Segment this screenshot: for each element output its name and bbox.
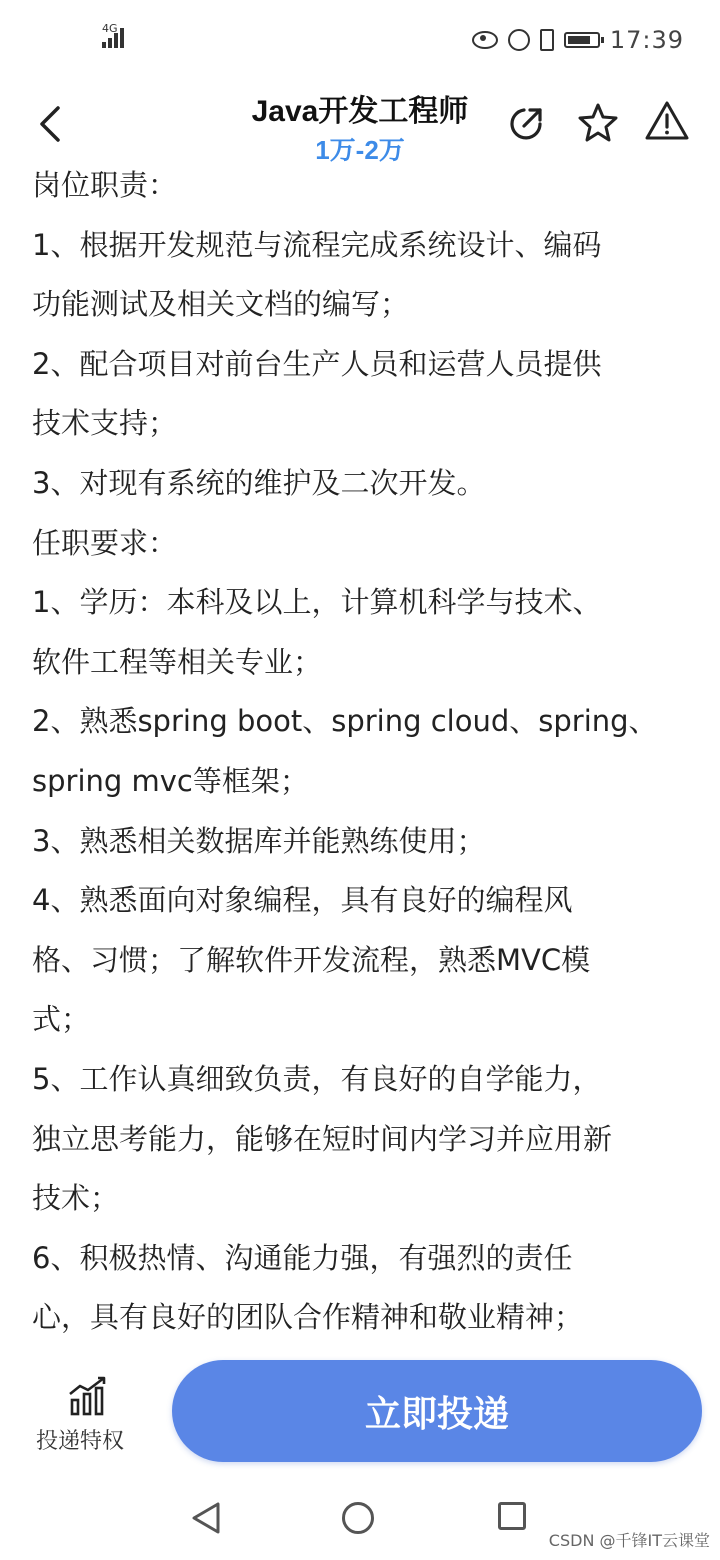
apply-now-button[interactable]: 立即投递	[172, 1360, 702, 1462]
description-line: 2、配合项目对前台生产人员和运营人员提供	[32, 346, 602, 381]
description-line: 软件工程等相关专业；	[32, 644, 323, 679]
job-description	[32, 156, 692, 1356]
delivery-privilege-label: 投递特权	[36, 1429, 125, 1454]
description-line: 技术支持；	[32, 406, 178, 441]
star-icon	[576, 100, 620, 144]
description-line: 格、习惯；了解软件开发流程，熟悉MVC模	[32, 942, 591, 977]
status-time: 17:39	[609, 26, 684, 54]
description-line: 3、对现有系统的维护及二次开发。	[32, 465, 486, 500]
trend-chart-icon	[66, 1374, 112, 1418]
description-line: 心，具有良好的团队合作精神和敬业精神；	[32, 1300, 584, 1335]
nav-home-icon[interactable]	[342, 1502, 374, 1534]
description-line: 岗位职责：	[32, 168, 178, 202]
eye-comfort-icon	[472, 31, 498, 49]
description-line: 1、学历：本科及以上，计算机科学与技术、	[32, 585, 602, 620]
battery-icon	[564, 32, 600, 48]
network-type-label: 4G	[102, 22, 118, 35]
report-button[interactable]	[644, 98, 690, 144]
watermark: CSDN @千锋IT云课堂	[548, 1531, 710, 1550]
share-icon	[504, 102, 548, 146]
favorite-button[interactable]	[576, 100, 620, 144]
nav-recents-icon[interactable]	[498, 1502, 526, 1530]
status-bar	[0, 0, 720, 80]
description-line: 独立思考能力，能够在短时间内学习并应用新	[32, 1121, 613, 1156]
vibrate-icon	[540, 29, 554, 51]
description-line: 技术；	[32, 1181, 120, 1216]
alarm-icon	[508, 29, 530, 51]
signal-indicator	[102, 22, 124, 48]
description-line: 1、根据开发规范与流程完成系统设计、编码	[32, 227, 602, 262]
description-line: 任职要求：	[32, 525, 178, 560]
action-bar	[0, 1346, 720, 1476]
description-line: 2、熟悉spring boot、spring cloud、spring、	[32, 704, 658, 739]
description-line: 功能测试及相关文档的编写；	[32, 287, 410, 322]
delivery-privilege-button[interactable]	[36, 1368, 146, 1460]
description-line: 3、熟悉相关数据库并能熟练使用；	[32, 823, 486, 858]
nav-back-icon[interactable]	[188, 1500, 224, 1536]
description-line: 4、熟悉面向对象编程，具有良好的编程风	[32, 883, 573, 918]
description-line: 式；	[32, 1002, 91, 1037]
system-nav-bar	[0, 1476, 720, 1560]
description-line: spring mvc等框架；	[32, 763, 309, 798]
job-title: Java开发工程师	[251, 95, 469, 128]
description-line: 5、工作认真细致负责，有良好的自学能力，	[32, 1061, 602, 1096]
salary-range: 1万-2万	[315, 135, 405, 165]
share-button[interactable]	[504, 102, 548, 146]
warning-icon	[644, 98, 690, 144]
description-line: 6、积极热情、沟通能力强，有强烈的责任	[32, 1240, 573, 1275]
